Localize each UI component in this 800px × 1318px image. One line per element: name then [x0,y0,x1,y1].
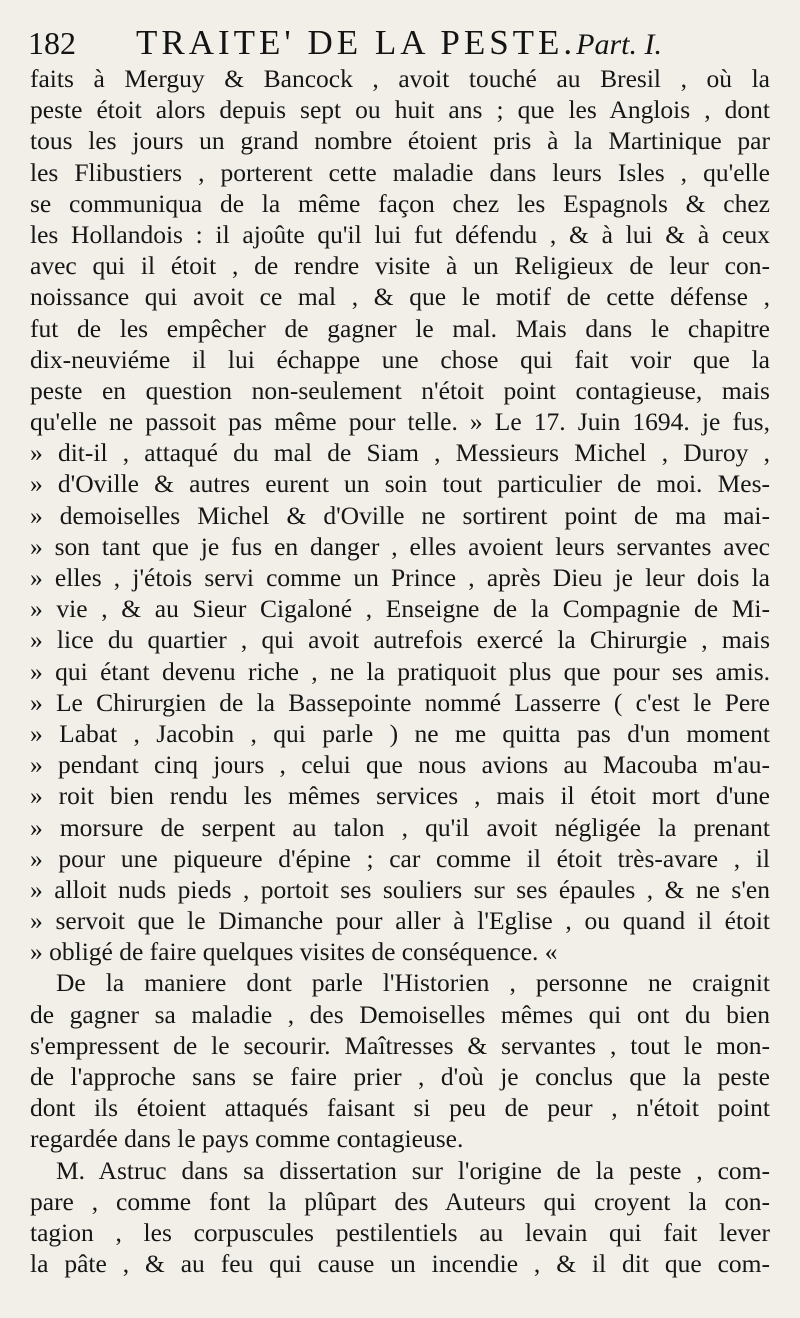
running-title-part: Part. I. [576,28,662,61]
quoted-line: » dit-il , attaqué du mal de Siam , Messieurs Michel , Duroy , [30,438,770,468]
quoted-line: » servoit que le Dimanche pour aller à l'Eglise , ou quand il étoit [30,906,770,936]
text-line: faits à Merguy & Bancock , avoit touché au Bresil , où la [30,64,770,93]
paragraph-first-line: De la maniere dont parle l'Historien , personne ne craignit [56,968,770,998]
text-line: de gagner sa maladie , des Demoiselles mêmes qui ont du bien [30,999,770,1029]
text-line: dont ils étoient attaqués faisant si peu de peur , n'étoit point [30,1093,770,1123]
text-line: tagion , les corpuscules pestilentiels au levain qui fait lever [30,1217,770,1247]
quoted-line: » pour une piqueure d'épine ; car comme il étoit très-avare , il [30,843,770,873]
quoted-line: » lice du quartier , qui avoit autrefois exercé la Chirurgie , mais [30,625,770,655]
text-line: les Hollandois : il ajoûte qu'il lui fut défendu , & à lui & à ceux [30,219,770,249]
quoted-line: » Labat , Jacobin , qui parle ) ne me quitta pas d'un moment [30,718,770,748]
quoted-line: » alloit nuds pieds , portoit ses souliers sur ses épaules , & ne s'en [30,874,770,904]
quoted-line: » qui étant devenu riche , ne la pratiquoit plus que pour ses amis. [30,656,770,686]
text-line: qu'elle ne passoit pas même pour telle. » Le 17. Juin 1694. je fus, [30,407,770,437]
paragraph-first-line: M. Astruc dans sa dissertation sur l'origine de la peste , com- [56,1155,770,1185]
running-title-text: TRAITE' DE LA PESTE. [136,23,577,62]
quoted-line: » demoiselles Michel & d'Oville ne sortirent point de ma mai- [30,500,770,530]
quoted-line: » vie , & au Sieur Cigaloné , Enseigne de la Compagnie de Mi- [30,594,770,624]
text-line: s'empressent de le secourir. Maîtresses & servantes , tout le mon- [30,1030,770,1060]
quoted-line: » elles , j'étois servi comme un Prince , après Dieu je leur dois la [30,563,770,592]
paragraph-last-line: regardée dans le pays comme contagieuse. [30,1124,464,1154]
running-title [136,22,662,66]
text-line: peste étoit alors depuis sept ou huit ans ; que les Anglois , dont [30,95,770,125]
text-line: dix-neuviéme il lui échappe une chose qui fait voir que la [30,344,770,374]
text-line: la pâte , & au feu qui cause un incendie , & il dit que com- [30,1249,770,1279]
text-line: tous les jours un grand nombre étoient pris à la Martinique par [30,126,770,156]
text-line: fut de les empêcher de gagner le mal. Mais dans le chapitre [30,313,770,343]
text-line: pare , comme font la plûpart des Auteurs qui croyent la con- [30,1186,770,1216]
running-header [28,22,770,64]
quoted-line: » obligé de faire quelques visites de conséquence. « [30,937,558,967]
quoted-line: » d'Oville & autres eurent un soin tout particulier de moi. Mes- [30,469,770,499]
quoted-line: » son tant que je fus en danger , elles avoient leurs servantes avec [30,531,770,561]
body-text [30,63,770,1279]
quoted-line: » roit bien rendu les mêmes services , mais il étoit mort d'une [30,781,770,811]
text-line: peste en question non-seulement n'étoit point contagieuse, mais [30,375,770,405]
quoted-line: » pendant cinq jours , celui que nous avions au Macouba m'au- [30,750,770,780]
text-line: les Flibustiers , porterent cette maladie dans leurs Isles , qu'elle [30,157,770,187]
text-line: noissance qui avoit ce mal , & que le motif de cette défense , [30,282,770,312]
quoted-line: » Le Chirurgien de la Bassepointe nommé Lasserre ( c'est le Pere [30,687,770,717]
text-line: avec qui il étoit , de rendre visite à un Religieux de leur con- [30,251,770,281]
text-line: se communiqua de la même façon chez les Espagnols & chez [30,188,770,218]
text-line: de l'approche sans se faire prier , d'où je conclus que la peste [30,1062,770,1091]
page-number: 182 [28,25,76,61]
quoted-line: » morsure de serpent au talon , qu'il avoit négligée la prenant [30,812,770,842]
